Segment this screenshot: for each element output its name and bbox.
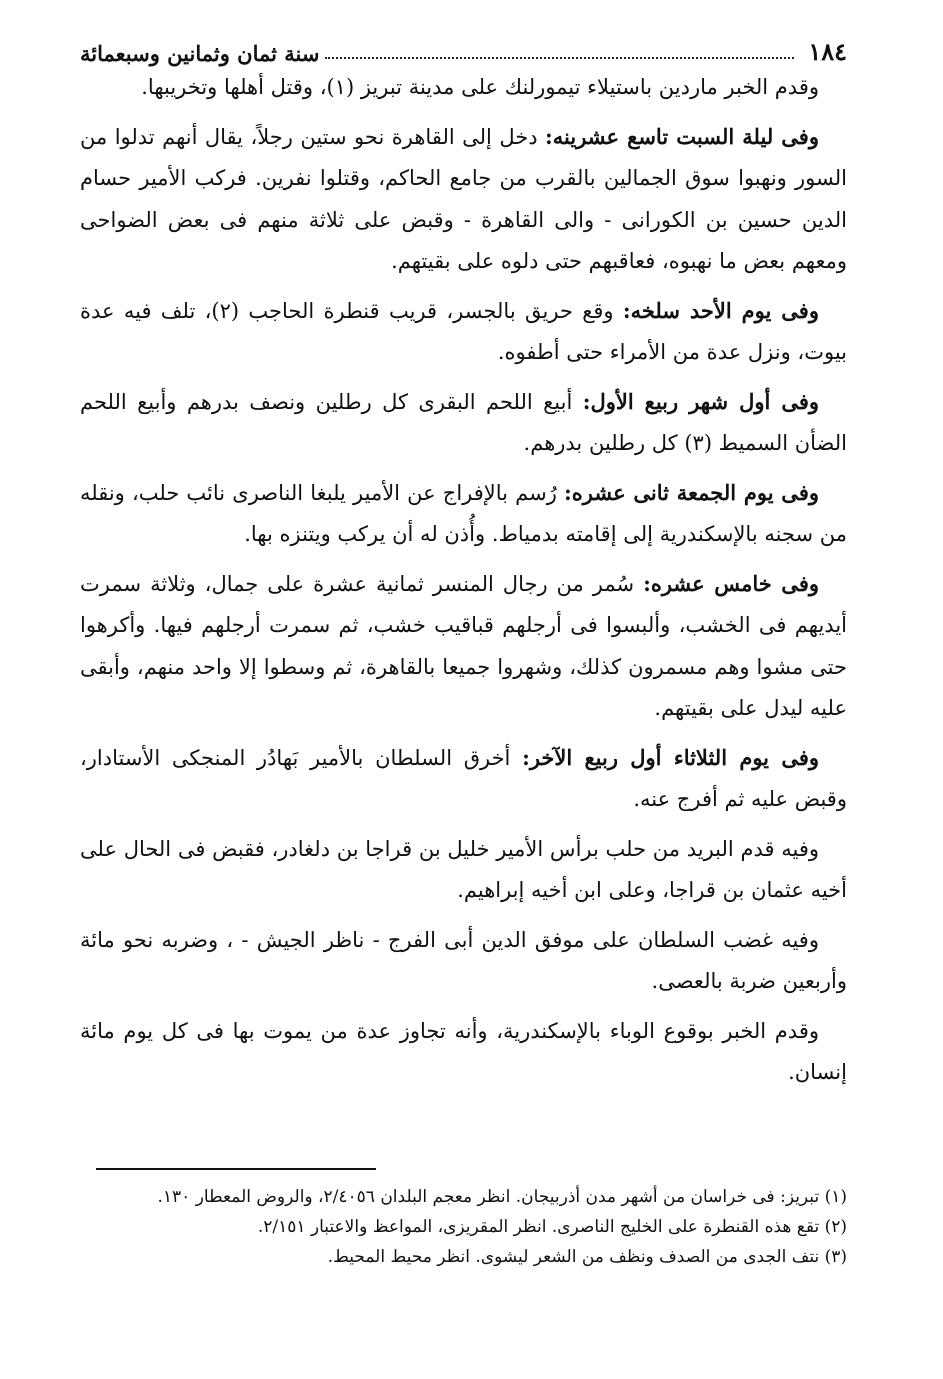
- paragraph-lead: وفى أول شهر ربيع الأول:: [582, 388, 820, 414]
- paragraph-text: وفيه غضب السلطان على موفق الدين أبى الفرج - ناظر الجيش - ، وضربه نحو مائة وأربعين ضربة بالعصى.: [80, 927, 847, 993]
- paragraph-text: أخرق السلطان بالأمير بَهادُر المنجكى الأستادار، وقبض عليه ثم أفرج عنه.: [80, 745, 847, 811]
- footnotes: [80, 1182, 847, 1272]
- paragraph: [80, 828, 847, 912]
- paragraph: [80, 737, 847, 821]
- footnote-separator: [96, 1168, 376, 1170]
- paragraph: [80, 1010, 847, 1094]
- paragraph-text: دخل إلى القاهرة نحو ستين رجلاً، يقال أنهم تدلوا من السور ونهبوا سوق الجمالين بالقرب من جامع الحاكم، وقتلوا نفرين. فركب الأمير حسام الدين حسين بن الكورانى - والى القاهرة - وقبض على ثلاثة منهم فى بعض الضواحى ومعهم بعض ما نهبوه، فعاقبهم حتى دلوه على بقيتهم.: [80, 124, 847, 273]
- page-body: [80, 28, 847, 1101]
- dotted-leader: [325, 57, 794, 59]
- paragraph-text: وقدم الخبر ماردين باستيلاء تيمورلنك على مدينة تبريز (١)، وقتل أهلها وتخريبها.: [141, 75, 819, 99]
- paragraph-text: وقدم الخبر بوقوع الوباء بالإسكندرية، وأنه تجاوز عدة من يموت بها فى كل يوم مائة إنسان.: [80, 1018, 847, 1084]
- paragraph: [80, 116, 847, 283]
- paragraph-lead: وفى خامس عشره:: [643, 570, 819, 596]
- paragraph: [80, 472, 847, 556]
- paragraph: [80, 66, 847, 109]
- paragraph-text: وقع حريق بالجسر، قريب قنطرة الحاجب (٢)، تلف فيه عدة بيوت، ونزل عدة من الأمراء حتى أطفوه.: [80, 298, 847, 364]
- paragraph-text: وفيه قدم البريد من حلب برأس الأمير خليل بن قراجا بن دلغادر، فقبض فى الحال على أخيه عثمان بن قراجا، وعلى ابن أخيه إبراهيم.: [80, 836, 847, 902]
- paragraph-lead: وفى يوم الأحد سلخه:: [622, 297, 819, 323]
- running-title: سنة ثمان وثمانين وسبعمائة: [80, 41, 320, 66]
- paragraph-lead: وفى يوم الثلاثاء أول ربيع الآخر:: [522, 744, 820, 770]
- paragraph-text: سُمر من رجال المنسر ثمانية عشرة على جمال، وثلاثة سمرت أيديهم فى الخشب، وألبسوا فى أرجلهم قباقيب خشب، ثم سمرت أرجلهم فيها. وأكرهوا حتى مشوا وهم مسمرون كذلك، وشهروا جميعا بالقاهرة، ثم وسطوا إلا واحد منهم، وأبقى عليه ليدل على بقيتهم.: [80, 571, 847, 720]
- paragraph: [80, 919, 847, 1003]
- paragraph-text: أبيع اللحم البقرى كل رطلين ونصف بدرهم وأبيع اللحم الضأن السميط (٣) كل رطلين بدرهم.: [80, 389, 847, 455]
- footnote: (١) تبريز: فى خراسان من أشهر مدن أذربيجان. انظر معجم البلدان ٢/٤٠٥٦، والروض المعطار ١٣٠.: [157, 1187, 847, 1207]
- page-number: ١٨٤: [808, 37, 847, 66]
- paragraph-lead: وفى يوم الجمعة ثانى عشره:: [564, 479, 819, 505]
- footnote: (٢) تقع هذه القنطرة على الخليج الناصرى. انظر المقريزى، المواعظ والاعتبار ٢/١٥١.: [257, 1217, 847, 1237]
- paragraph: [80, 381, 847, 465]
- paragraph-lead: وفى ليلة السبت تاسع عشرينه:: [545, 123, 819, 149]
- paragraph: [80, 563, 847, 730]
- footnote: (٣) نتف الجدى من الصدف ونظف من الشعر ليشوى. انظر محيط المحيط.: [327, 1247, 847, 1267]
- running-header: [80, 28, 847, 66]
- paragraph: [80, 290, 847, 374]
- paragraph-text: رُسم بالإفراج عن الأمير يلبغا الناصرى نائب حلب، ونقله من سجنه بالإسكندرية إلى إقامته بدمياط. وأُذن له أن يركب ويتنزه بها.: [80, 480, 847, 546]
